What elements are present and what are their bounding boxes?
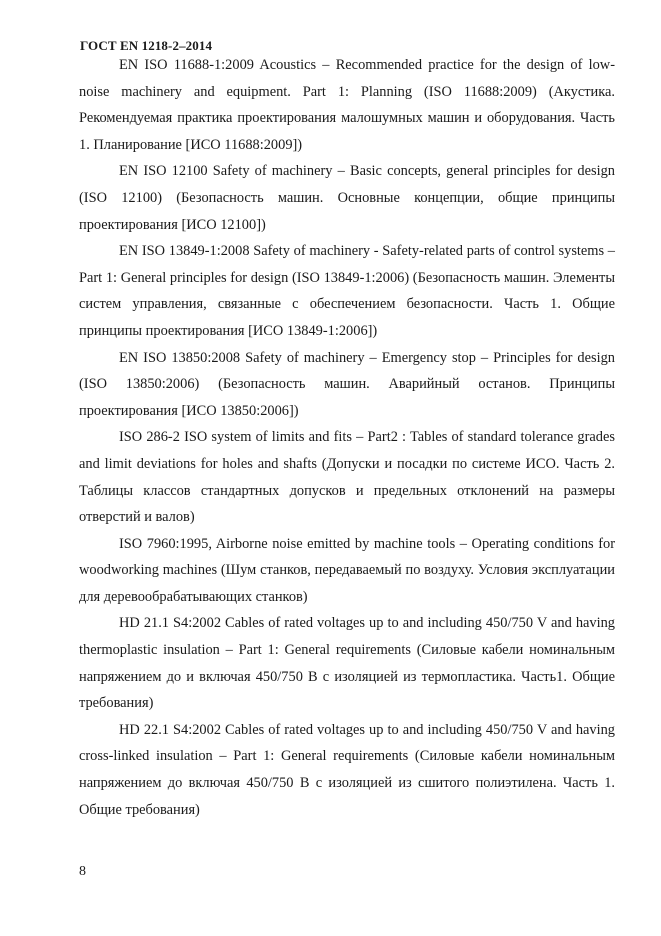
reference-paragraph: EN ISO 13850:2008 Safety of machinery – Emergency stop – Principles for design (ISO 13850:2006) (Безопасность машин. Аварийный останов. Принципы проектирования [ИСО 13850:2006]) bbox=[79, 349, 615, 419]
reference-paragraph: ISO 286-2 ISO system of limits and fits – Part2 : Tables of standard tolerance grades and limit deviations for holes and shafts (Допуски и посадки по системе ИСО. Часть 2. Таблицы классов стандартных допусков и предельных отклонений на размеры отверстий и валов) bbox=[79, 429, 615, 526]
reference-paragraph: EN ISO 12100 Safety of machinery – Basic concepts, general principles for design (ISO 12100) (Безопасность машин. Основные концепции, общие принципы проектирования [ИСО 12100]) bbox=[79, 163, 615, 233]
normative-references bbox=[79, 52, 615, 823]
document-header: ГОСТ EN 1218-2–2014 bbox=[80, 38, 213, 53]
reference-paragraph: EN ISO 11688-1:2009 Acoustics – Recommended practice for the design of low-noise machinery and equipment. Part 1: Planning (ISO 11688:2009) (Акустика. Рекомендуемая практика проектирования малошумных машин и оборудования. Часть 1. Планирование [ИСО 11688:2009]) bbox=[79, 57, 615, 153]
reference-paragraph: HD 21.1 S4:2002 Cables of rated voltages up to and including 450/750 V and having thermoplastic insulation – Part 1: General requirements (Силовые кабели номинальным напряжением до и включая 450/750 В с изоляцией из термопластика. Часть1. Общие требования) bbox=[79, 615, 615, 712]
reference-paragraph: HD 22.1 S4:2002 Cables of rated voltages up to and including 450/750 V and having cross-linked insulation – Part 1: General requirements (Силовые кабели номинальным напряжением до включая 450/750 В с изоляцией из сшитого полиэтилена. Часть 1. Общие требования) bbox=[79, 721, 615, 818]
page-number: 8 bbox=[79, 864, 86, 879]
reference-paragraph: ISO 7960:1995, Airborne noise emitted by machine tools – Operating conditions for woodworking machines (Шум станков, передаваемый по воздуху. Условия эксплуатации для деревообрабатывающих станков) bbox=[79, 535, 615, 605]
reference-paragraph: EN ISO 13849-1:2008 Safety of machinery - Safety-related parts of control systems – Part 1: General principles for design (ISO 13849-1:2006) (Безопасность машин. Элементы систем управления, связанные с обеспечением безопасности. Часть 1. Общие принципы проектирования [ИСО 13849-1:2006]) bbox=[79, 243, 615, 339]
